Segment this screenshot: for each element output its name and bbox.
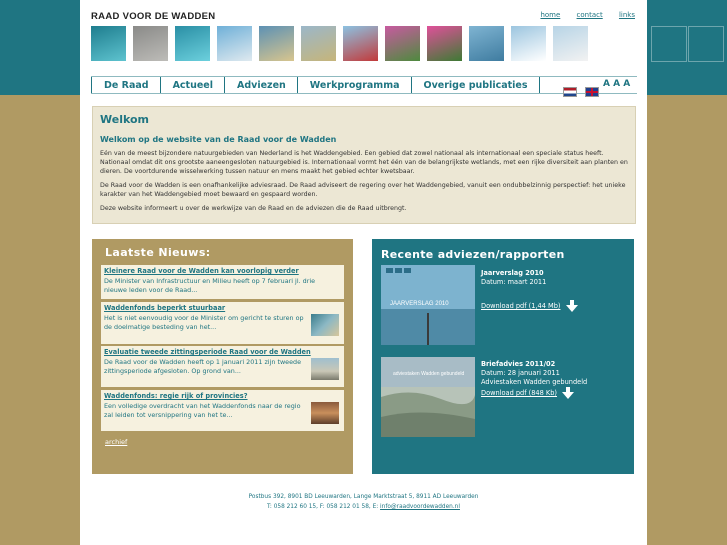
english-flag-icon[interactable] xyxy=(585,87,599,97)
news-item-title[interactable]: Waddenfonds: regie rijk of provincies? xyxy=(104,392,248,400)
contact-link[interactable]: contact xyxy=(576,11,603,19)
news-title: Laatste Nieuws: xyxy=(105,246,211,259)
report-title: Jaarverslag 2010 xyxy=(481,269,544,277)
nav-divider xyxy=(91,93,637,94)
news-thumbnail[interactable] xyxy=(311,402,339,424)
page-container xyxy=(80,0,647,545)
nav-de-raad[interactable]: De Raad xyxy=(91,77,160,93)
home-link[interactable]: home xyxy=(540,11,561,19)
report-date: Datum: maart 2011 xyxy=(481,278,547,286)
report-cover-text: JAARVERSLAG 2010 xyxy=(390,301,449,307)
beach-photo xyxy=(259,26,294,61)
welcome-paragraph-1: Eén van de meest bijzondere natuurgebieden van Nederland is het Waddengebied. Een gebied dat zowel nationaal als internationaal een speciale status heeft. Nationaal omdat dit ons grootste aaneengesloten natuurgebied is. Internationaal vormt het één van de belangrijkste wetlands, met een rijke diversiteit aan planten en dieren. De voortdurende wisselwerking tussen natuur en mens maakt het gebied echter kwetsbaar. xyxy=(100,150,628,175)
report-download-link[interactable]: Download pdf (848 Kb) xyxy=(481,389,557,397)
report-cover[interactable] xyxy=(381,357,475,437)
nav-werkprogramma[interactable]: Werkprogramma xyxy=(297,77,411,93)
lighthouse-photo xyxy=(343,26,378,61)
news-item-desc: De Minister van Infrastructuur en Milieu heeft op 7 februari jl. drie nieuwe leden voor de Raad... xyxy=(104,277,316,294)
decorative-frame xyxy=(651,26,687,62)
wave-photo xyxy=(175,26,210,61)
welcome-subtitle: Welkom op de website van de Raad voor de Wadden xyxy=(100,135,337,144)
news-panel xyxy=(92,239,353,474)
sand-photo xyxy=(133,26,168,61)
photo-strip xyxy=(91,26,637,61)
report-download-link[interactable]: Download pdf (1,44 Mb) xyxy=(481,302,561,310)
reports-panel xyxy=(372,239,634,474)
welcome-paragraph-3: Deze website informeert u over de werkwijze van de Raad en de adviezen die de Raad uitbrengt. xyxy=(100,205,407,212)
pink-flower-photo xyxy=(427,26,462,61)
water-photo xyxy=(91,26,126,61)
decorative-frame xyxy=(688,26,724,62)
ferry-2-photo xyxy=(553,26,588,61)
download-arrow-icon[interactable] xyxy=(562,387,574,399)
news-item[interactable] xyxy=(101,346,344,387)
report-cover-text: adviestaken Wadden gebundeld xyxy=(393,371,465,377)
report-cover[interactable] xyxy=(381,265,475,345)
footer-contact xyxy=(80,502,647,512)
dutch-flag-icon[interactable] xyxy=(563,87,577,97)
news-item-title[interactable]: Kleinere Raad voor de Wadden kan voorlopig verder xyxy=(104,267,299,275)
welcome-title: Welkom xyxy=(100,113,150,126)
main-nav xyxy=(91,77,540,93)
welcome-panel xyxy=(92,106,636,224)
ferry-photo xyxy=(511,26,546,61)
news-item[interactable] xyxy=(101,390,344,431)
news-thumbnail[interactable] xyxy=(311,314,339,336)
news-item-desc: Een volledige overdracht van het Waddenfonds naar de regio zal leiden tot versnippering van het te... xyxy=(104,402,301,419)
news-item-desc: De Raad voor de Wadden heeft op 1 januari 2011 zijn tweede zittingsperiode afgesloten. Op grond van... xyxy=(104,358,302,375)
welcome-paragraph-2: De Raad voor de Wadden is een onafhankelijke adviesraad. De Raad adviseert de regering over het Waddengebied, vanuit een ondubbelzinnig perspectief: het unieke karakter van het Waddengebied moet bewaard en gespaard worden. xyxy=(100,182,626,198)
news-item[interactable] xyxy=(101,302,344,344)
text-size-controls[interactable]: A A A xyxy=(603,79,631,89)
links-link[interactable]: links xyxy=(618,11,635,19)
footer-phone: T: 058 212 60 15, F: 058 212 01 58, E: xyxy=(267,504,381,510)
report-date: Datum: 28 januari 2011 xyxy=(481,369,560,377)
news-item-title[interactable]: Evaluatie tweede zittingsperiode Raad voor de Wadden xyxy=(104,348,311,356)
footer-address: Postbus 392, 8901 BD Leeuwarden, Lange Marktstraat 5, 8911 AD Leeuwarden xyxy=(248,494,479,500)
report-info xyxy=(481,269,629,312)
report-title: Briefadvies 2011/02 xyxy=(481,360,556,368)
news-thumbnail[interactable] xyxy=(311,358,339,380)
archive-link[interactable]: archief xyxy=(105,438,128,446)
report-subject: Adviestaken Wadden gebundeld xyxy=(481,378,588,386)
nav-overige-publicaties[interactable]: Overige publicaties xyxy=(411,77,540,93)
site-logo[interactable]: RAAD VOOR DE WADDEN xyxy=(91,11,216,22)
download-arrow-icon[interactable] xyxy=(566,300,578,312)
sea-photo xyxy=(469,26,504,61)
language-switch xyxy=(563,81,602,100)
reports-title: Recente adviezen/rapporten xyxy=(381,248,565,261)
news-item-desc: Het is niet eenvoudig voor de Minister om gericht te sturen op de doelmatige besteding van het... xyxy=(104,314,304,331)
sailboat-photo xyxy=(217,26,252,61)
news-item-title[interactable]: Waddenfonds beperkt stuurbaar xyxy=(104,304,226,312)
nav-actueel[interactable]: Actueel xyxy=(160,77,224,93)
top-links xyxy=(526,11,635,19)
nav-adviezen[interactable]: Adviezen xyxy=(224,77,297,93)
flowers-photo xyxy=(385,26,420,61)
dune-grass-photo xyxy=(301,26,336,61)
news-item[interactable] xyxy=(101,265,344,299)
report-info xyxy=(481,360,629,399)
footer xyxy=(80,492,647,512)
footer-email-link[interactable]: info@raadvoordewadden.nl xyxy=(380,504,460,510)
